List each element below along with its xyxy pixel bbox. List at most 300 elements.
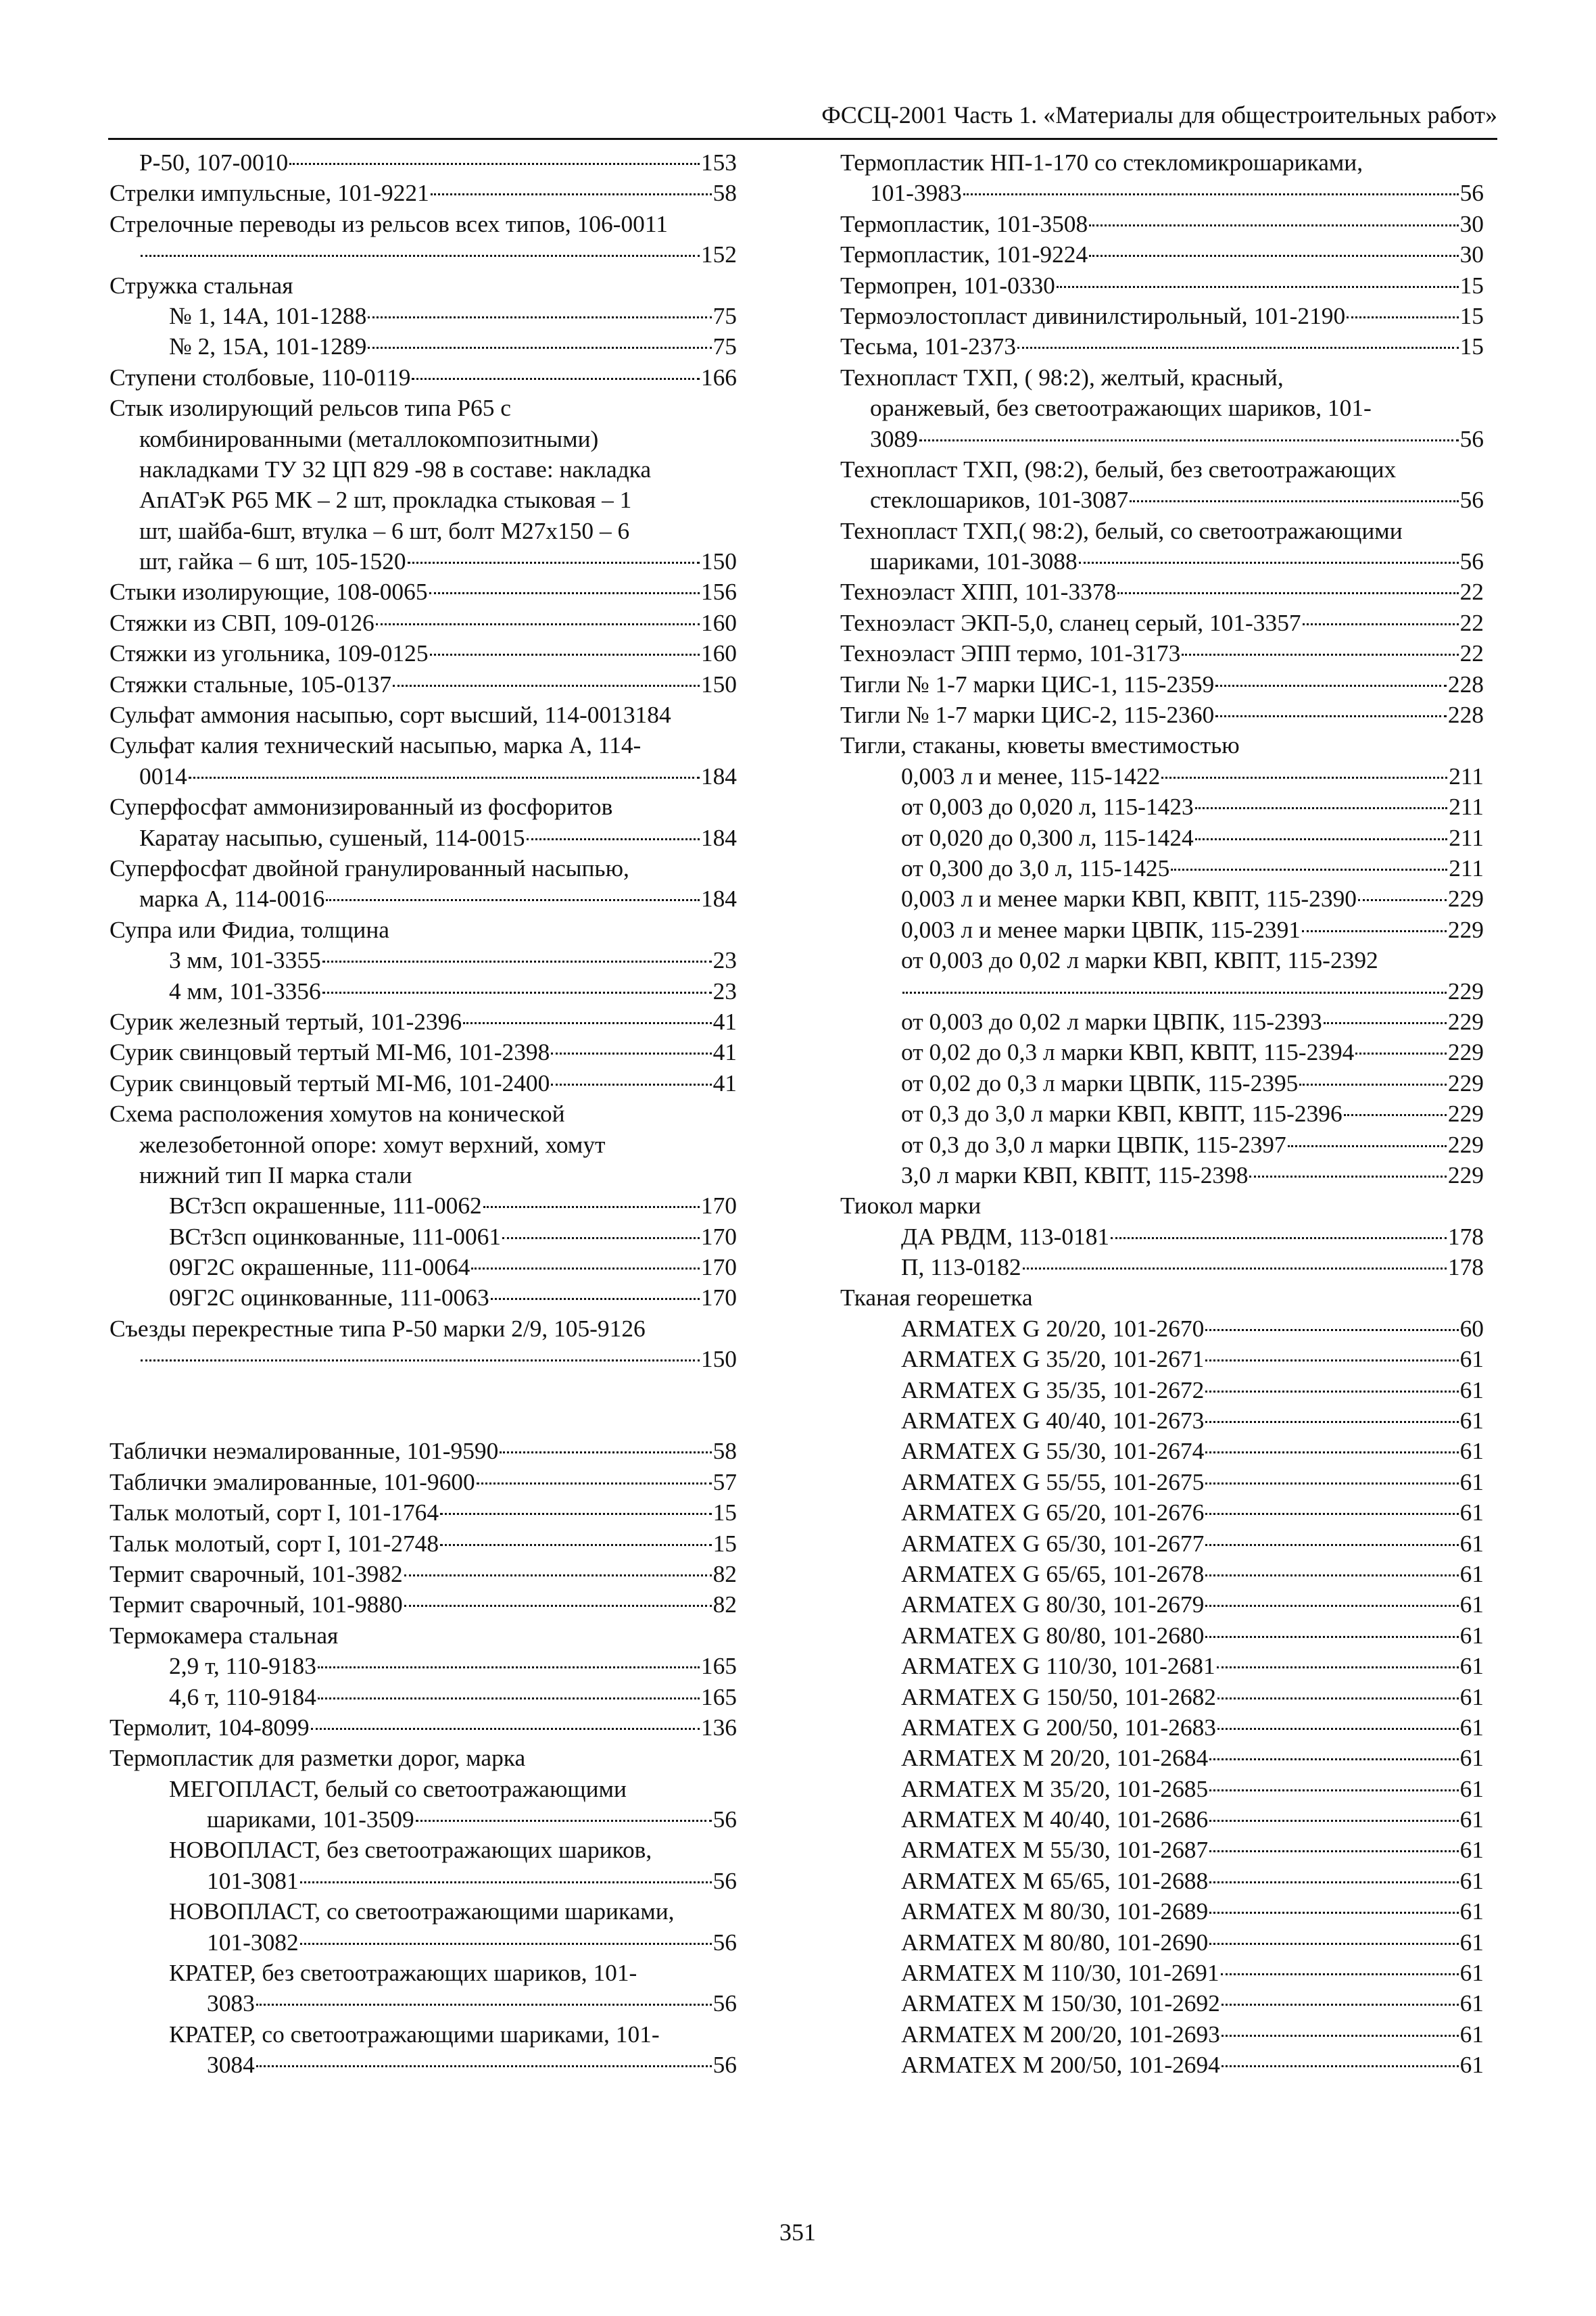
entry-text: НОВОПЛАСТ, без светоотражающих шариков,	[169, 1836, 652, 1864]
entry-text: от 0,300 до 3,0 л, 115-1425	[901, 854, 1170, 882]
entry-text: ARMATEX G 150/50, 101-2682	[901, 1683, 1216, 1710]
entry-page-ref: 61	[1459, 1591, 1484, 1618]
index-entry	[110, 1589, 737, 1620]
entry-page-ref: 61	[1459, 1621, 1484, 1649]
entry-text: НОВОПЛАСТ, со светоотражающими шариками,	[169, 1898, 675, 1925]
index-entry	[840, 1682, 1484, 1712]
index-entry	[110, 1436, 737, 1466]
entry-page-ref: 22	[1459, 640, 1484, 667]
entry-page-ref: 41	[712, 1069, 737, 1096]
index-entry	[110, 1988, 737, 2019]
index-entry	[110, 669, 737, 700]
dot-leader	[326, 899, 700, 901]
dot-leader	[141, 255, 700, 257]
entry-page-ref: 150	[700, 670, 737, 698]
dot-leader	[300, 1881, 712, 1883]
entry-text: Термопластик для разметки дорог, марка	[110, 1744, 526, 1772]
dot-leader	[1023, 1268, 1447, 1270]
index-entry	[840, 1712, 1484, 1743]
dot-leader	[502, 1237, 700, 1239]
dot-leader	[1195, 807, 1447, 809]
entry-text: 09Г2С оцинкованные, 111-0063	[169, 1284, 489, 1311]
index-entry	[840, 1835, 1484, 1865]
index-entry	[840, 608, 1484, 638]
dot-leader	[1222, 2035, 1459, 2037]
dot-leader	[412, 378, 699, 380]
index-entry	[840, 1958, 1484, 1988]
dot-leader	[431, 193, 712, 195]
entry-page-ref: 15	[1459, 301, 1484, 329]
index-entry	[840, 976, 1484, 1007]
index-entry	[110, 1282, 737, 1313]
index-entry	[840, 792, 1484, 822]
dot-leader	[551, 1084, 711, 1086]
index-entry	[840, 1927, 1484, 1958]
dot-leader	[1209, 1943, 1458, 1945]
index-entry	[840, 1130, 1484, 1160]
entry-page-ref: 165	[700, 1652, 737, 1680]
entry-page-ref: 58	[712, 179, 737, 207]
index-entry	[110, 270, 737, 301]
entry-text: ARMATEX G 20/20, 101-2670	[901, 1314, 1205, 1342]
entry-text: ВСт3сп окрашенные, 111-0062	[169, 1192, 482, 1220]
entry-text: марка А, 114-0016	[139, 885, 325, 913]
entry-page-ref: 136	[700, 1713, 737, 1741]
entry-text: МЕГОПЛАСТ, белый со светоотражающими	[169, 1775, 627, 1802]
entry-page-ref: 56	[712, 2051, 737, 2079]
entry-page-ref: 61	[1459, 1683, 1484, 1710]
entry-text: ДА РВДМ, 113-0181	[901, 1222, 1110, 1250]
index-entry	[840, 1099, 1484, 1129]
entry-page-ref: 229	[1447, 1161, 1484, 1188]
dot-leader	[1209, 1850, 1458, 1852]
dot-leader	[1217, 1728, 1459, 1730]
index-entry	[840, 700, 1484, 730]
entry-text: Термит сварочный, 101-9880	[110, 1591, 403, 1618]
index-entry	[110, 1958, 737, 1988]
index-entry	[840, 638, 1484, 669]
entry-page-ref: 229	[1447, 1130, 1484, 1158]
entry-page-ref: 229	[1447, 885, 1484, 913]
dot-leader	[1347, 316, 1458, 318]
index-entry	[110, 608, 737, 638]
index-entry	[840, 147, 1484, 178]
entry-text: Сульфат калия технический насыпью, марка А, 114-	[110, 731, 642, 759]
entry-text: ARMATEX G 35/20, 101-2671	[901, 1345, 1205, 1373]
dot-leader	[1209, 1789, 1458, 1791]
dot-leader	[463, 1022, 712, 1024]
entry-page-ref: 75	[712, 333, 737, 360]
dot-leader	[368, 347, 711, 349]
dot-leader	[1215, 715, 1447, 717]
index-entry	[110, 1222, 737, 1252]
index-entry	[840, 546, 1484, 577]
entry-text: от 0,3 до 3,0 л марки ЦВПК, 115-2397	[901, 1130, 1286, 1158]
dot-leader	[1303, 623, 1459, 625]
entry-text: Сурик свинцовый тертый МІ-М6, 101-2400	[110, 1069, 550, 1096]
index-entry	[110, 1313, 737, 1344]
entry-page-ref: 184	[700, 762, 737, 790]
entry-text: 3083	[207, 1989, 255, 2017]
entry-text: от 0,3 до 3,0 л марки КВП, КВПТ, 115-2396	[901, 1100, 1343, 1128]
index-entry	[840, 1037, 1484, 1067]
dot-leader	[189, 777, 700, 779]
index-entry	[840, 1313, 1484, 1344]
entry-page-ref: 56	[1459, 179, 1484, 207]
entry-page-ref: 56	[712, 1806, 737, 1833]
entry-page-ref: 61	[1459, 1836, 1484, 1864]
entry-text: Термоэлостопласт дивинилстирольный, 101-2190	[840, 301, 1346, 329]
entry-text: ARMATEX G 55/55, 101-2675	[901, 1468, 1205, 1495]
entry-text: Р-50, 107-0010	[139, 149, 289, 176]
entry-text: 4,6 т, 110-9184	[169, 1683, 316, 1710]
index-entry	[840, 1190, 1484, 1221]
entry-page-ref: 56	[1459, 486, 1484, 514]
dot-leader	[1089, 224, 1458, 226]
entry-text: № 2, 15А, 101-1289	[169, 333, 367, 360]
dot-leader	[902, 992, 1447, 994]
entry-text: 09Г2С окрашенные, 111-0064	[169, 1253, 470, 1281]
entry-page-ref: 178	[1447, 1253, 1484, 1281]
index-entry	[110, 1252, 737, 1282]
index-entry	[840, 1222, 1484, 1252]
index-entry	[840, 669, 1484, 700]
entry-page-ref: 56	[712, 1866, 737, 1894]
index-entry	[110, 393, 737, 423]
dot-leader	[141, 1359, 700, 1361]
entry-page-ref: 58	[712, 1437, 737, 1465]
entry-text: Стрелки импульсные, 101-9221	[110, 179, 429, 207]
entry-text: № 1, 14А, 101-1288	[169, 301, 367, 329]
entry-text: шт, гайка – 6 шт, 105-1520	[139, 548, 406, 575]
entry-text: Таблички эмалированные, 101-9600	[110, 1468, 475, 1495]
dot-leader	[1324, 1022, 1447, 1024]
entry-text: шариками, 101-3509	[207, 1806, 414, 1833]
entry-page-ref: 152	[700, 241, 737, 268]
entry-page-ref: 150	[700, 1345, 737, 1373]
index-entry	[110, 1344, 737, 1374]
dot-leader	[440, 1544, 712, 1546]
index-entry	[840, 1804, 1484, 1835]
dot-leader	[500, 1451, 711, 1453]
dot-leader	[1209, 1912, 1458, 1914]
dot-leader	[1205, 1574, 1458, 1576]
entry-text: 3 мм, 101-3355	[169, 946, 321, 974]
entry-page-ref: 61	[1459, 1499, 1484, 1526]
index-entry	[110, 761, 737, 792]
index-entry	[110, 1682, 737, 1712]
entry-page-ref: 61	[1459, 1468, 1484, 1495]
index-entry	[110, 1497, 737, 1528]
index-entry	[840, 1896, 1484, 1927]
dot-leader	[318, 1697, 700, 1699]
entry-page-ref: 82	[712, 1560, 737, 1587]
entry-text: 101-3983	[870, 179, 962, 207]
entry-text: ARMATEX G 65/20, 101-2676	[901, 1499, 1205, 1526]
entry-page-ref: 56	[712, 1989, 737, 2017]
entry-text: Тигли № 1-7 марки ЦИС-2, 115-2360	[840, 701, 1215, 729]
dot-leader	[963, 193, 1459, 195]
entry-page-ref: 61	[1459, 1529, 1484, 1557]
entry-page-ref: 61	[1459, 1898, 1484, 1925]
index-entry	[110, 945, 737, 975]
index-entry	[110, 516, 737, 546]
entry-text: ARMATEX G 200/50, 101-2683	[901, 1713, 1216, 1741]
entry-text: от 0,02 до 0,3 л марки КВП, КВПТ, 115-2394	[901, 1038, 1355, 1066]
dot-leader	[1209, 1881, 1458, 1883]
entry-page-ref: 15	[1459, 333, 1484, 360]
entry-text: Стяжки из СВП, 109-0126	[110, 608, 374, 636]
entry-text: Технопласт ТХП, ( 98:2), желтый, красный,	[840, 363, 1284, 391]
index-entry	[840, 1743, 1484, 1773]
entry-text: ARMATEX M 35/20, 101-2685	[901, 1775, 1209, 1802]
index-entry	[840, 1344, 1484, 1374]
entry-text: Техноэласт ЭПП термо, 101-3173	[840, 640, 1181, 667]
entry-page-ref: 23	[712, 946, 737, 974]
entry-text: 101-3082	[207, 1928, 299, 1956]
dot-leader	[368, 316, 711, 318]
entry-page-ref: 57	[712, 1468, 737, 1495]
index-entry	[110, 853, 737, 884]
index-entry	[110, 2050, 737, 2080]
dot-leader	[289, 163, 700, 165]
index-entry	[110, 884, 737, 914]
entry-page-ref: 229	[1447, 977, 1484, 1005]
index-entry	[840, 1651, 1484, 1681]
entry-text: Стружка стальная	[110, 271, 293, 299]
entry-page-ref: 165	[700, 1683, 737, 1710]
index-entry	[840, 270, 1484, 301]
entry-page-ref: 153	[700, 149, 737, 176]
entry-text: Тигли № 1-7 марки ЦИС-1, 115-2359	[840, 670, 1215, 698]
dot-leader	[1057, 286, 1459, 288]
entry-page-ref: 156	[700, 578, 737, 606]
index-entry	[840, 1007, 1484, 1037]
entry-text: железобетонной опоре: хомут верхний, хомут	[139, 1130, 606, 1158]
index-entry	[110, 1804, 737, 1835]
dot-leader	[1222, 2004, 1459, 2006]
index-entry	[840, 884, 1484, 914]
index-entry	[110, 239, 737, 270]
dot-leader	[404, 1574, 712, 1576]
index-entry	[840, 577, 1484, 607]
entry-page-ref: 170	[700, 1222, 737, 1250]
index-entry	[840, 1559, 1484, 1589]
index-entry	[110, 1375, 737, 1405]
entry-text: Тальк молотый, сорт I, 101-2748	[110, 1529, 439, 1557]
entry-text: от 0,003 до 0,02 л марки КВП, КВПТ, 115-2392	[901, 946, 1378, 974]
entry-text: ARMATEX G 110/30, 101-2681	[901, 1652, 1215, 1680]
index-entry	[840, 239, 1484, 270]
index-entry	[110, 577, 737, 607]
index-entry	[110, 362, 737, 393]
entry-text: Тканая георешетка	[840, 1284, 1033, 1311]
dot-leader	[393, 685, 700, 687]
dot-leader	[1205, 1391, 1458, 1393]
entry-text: 3084	[207, 2051, 255, 2079]
entry-page-ref: 61	[1459, 1652, 1484, 1680]
entry-text: ARMATEX G 65/30, 101-2677	[901, 1529, 1205, 1557]
dot-leader	[416, 1820, 712, 1822]
entry-text: ARMATEX M 20/20, 101-2684	[901, 1744, 1209, 1772]
entry-text: П, 113-0182	[901, 1253, 1021, 1281]
entry-page-ref: 22	[1459, 608, 1484, 636]
entry-text: шариками, 101-3088	[870, 548, 1078, 575]
dot-leader	[256, 2065, 712, 2067]
dot-leader	[1205, 1482, 1458, 1485]
dot-leader	[1205, 1636, 1458, 1638]
entry-page-ref: 61	[1459, 1806, 1484, 1833]
dot-leader	[322, 992, 712, 994]
index-entry	[110, 424, 737, 454]
index-entry	[110, 1099, 737, 1129]
dot-leader	[477, 1482, 712, 1485]
entry-text: 3089	[870, 425, 918, 452]
entry-page-ref: 61	[1459, 1866, 1484, 1894]
entry-text: КРАТЕР, без светоотражающих шариков, 101-	[169, 1959, 637, 1987]
entry-page-ref: 15	[712, 1499, 737, 1526]
dot-leader	[322, 961, 712, 963]
index-entry	[110, 1190, 737, 1221]
index-entry	[840, 301, 1484, 331]
entry-page-ref: 61	[1459, 1376, 1484, 1403]
dot-leader	[1079, 562, 1459, 564]
entry-text: КРАТЕР, со светоотражающими шариками, 101-	[169, 2020, 660, 2048]
index-entry	[840, 516, 1484, 546]
dot-leader	[1161, 777, 1447, 779]
dot-leader	[429, 592, 700, 594]
index-entry	[840, 1068, 1484, 1099]
dot-leader	[551, 1053, 711, 1055]
entry-text: ARMATEX M 40/40, 101-2686	[901, 1806, 1209, 1833]
dot-leader	[1222, 2065, 1459, 2067]
index-entry	[110, 1620, 737, 1651]
entry-text: ARMATEX M 80/30, 101-2689	[901, 1898, 1209, 1925]
entry-page-ref: 23	[712, 977, 737, 1005]
index-entry	[840, 1405, 1484, 1436]
entry-text: ARMATEX G 65/65, 101-2678	[901, 1560, 1205, 1587]
index-entry	[840, 485, 1484, 515]
entry-page-ref: 61	[1459, 1407, 1484, 1434]
entry-text: 0,003 л и менее марки ЦВПК, 115-2391	[901, 915, 1301, 943]
entry-text: 101-3081	[207, 1866, 299, 1894]
entry-page-ref: 75	[712, 301, 737, 329]
index-entry	[110, 1130, 737, 1160]
index-entry	[840, 454, 1484, 485]
entry-text: ARMATEX G 80/80, 101-2680	[901, 1621, 1205, 1649]
entry-page-ref: 61	[1459, 1775, 1484, 1802]
entry-page-ref: 229	[1447, 1069, 1484, 1096]
index-entry	[110, 454, 737, 485]
index-entry	[110, 1559, 737, 1589]
entry-page-ref: 15	[712, 1529, 737, 1557]
dot-leader	[408, 562, 700, 564]
dot-leader	[483, 1206, 700, 1208]
index-entry	[840, 178, 1484, 208]
dot-leader	[1205, 1329, 1458, 1331]
entry-page-ref: 150	[700, 548, 737, 575]
index-entry	[840, 1282, 1484, 1313]
dot-leader	[430, 654, 700, 656]
entry-page-ref: 160	[700, 640, 737, 667]
entry-text: 3,0 л марки КВП, КВПТ, 115-2398	[901, 1161, 1249, 1188]
entry-page-ref: 211	[1449, 762, 1484, 790]
entry-text: Тальк молотый, сорт I, 101-1764	[110, 1499, 439, 1526]
dot-leader	[1355, 1053, 1447, 1055]
entry-text: Сурик железный тертый, 101-2396	[110, 1007, 462, 1035]
entry-text: Съезды перекрестные типа Р-50 марки 2/9, 105-9126	[110, 1314, 646, 1342]
dot-leader	[1117, 592, 1458, 594]
entry-text: Технопласт ТХП, (98:2), белый, без светоотражающих	[840, 455, 1397, 483]
index-entry	[110, 1835, 737, 1865]
entry-text: Сульфат аммония насыпью, сорт высший, 114-0013184	[110, 701, 671, 729]
entry-text: АпАТэК Р65 МК – 2 шт, прокладка стыковая – 1	[139, 486, 632, 514]
index-entry	[840, 1620, 1484, 1651]
entry-page-ref: 170	[700, 1253, 737, 1281]
dot-leader	[1358, 899, 1447, 901]
entry-text: от 0,003 до 0,020 л, 115-1423	[901, 793, 1194, 821]
entry-text: Тиокол марки	[840, 1192, 982, 1220]
dot-leader	[1217, 1666, 1459, 1668]
entry-text: ARMATEX G 80/30, 101-2679	[901, 1591, 1205, 1618]
entry-text: ARMATEX M 150/30, 101-2692	[901, 1989, 1220, 2017]
dot-leader	[1217, 1697, 1459, 1699]
dot-leader	[318, 1666, 700, 1668]
dot-leader	[256, 2004, 712, 2006]
dot-leader	[1302, 930, 1447, 932]
index-entry	[840, 424, 1484, 454]
dot-leader	[440, 1513, 712, 1515]
entry-page-ref: 211	[1449, 823, 1484, 851]
entry-text: комбинированными (металлокомпозитными)	[139, 425, 599, 452]
index-entry	[840, 730, 1484, 761]
entry-page-ref: 15	[1459, 271, 1484, 299]
dot-leader	[471, 1268, 700, 1270]
dot-leader	[1205, 1451, 1458, 1453]
index-entry	[110, 1467, 737, 1497]
entry-page-ref: 61	[1459, 2051, 1484, 2079]
entry-page-ref: 30	[1459, 210, 1484, 237]
index-entry	[110, 147, 737, 178]
index-entry	[840, 945, 1484, 975]
entry-text: от 0,02 до 0,3 л марки ЦВПК, 115-2395	[901, 1069, 1299, 1096]
entry-page-ref: 61	[1459, 1437, 1484, 1465]
dot-leader	[1205, 1605, 1458, 1607]
index-entry	[110, 331, 737, 362]
entry-text: от 0,003 до 0,02 л марки ЦВПК, 115-2393	[901, 1007, 1322, 1035]
entry-text: ARMATEX M 110/30, 101-2691	[901, 1959, 1219, 1987]
entry-text: Техноэласт ЭКП-5,0, сланец серый, 101-3357	[840, 608, 1301, 636]
entry-page-ref: 211	[1449, 793, 1484, 821]
entry-page-ref: 61	[1459, 2020, 1484, 2048]
entry-text: Техноэласт ХПП, 101-3378	[840, 578, 1117, 606]
header-rule	[108, 138, 1497, 140]
page-number: 351	[779, 2219, 816, 2246]
dot-leader	[1205, 1359, 1458, 1361]
entry-text: Стык изолирующий рельсов типа Р65 с	[110, 394, 512, 422]
entry-page-ref: 61	[1459, 1989, 1484, 2017]
dot-leader	[1205, 1513, 1458, 1515]
page-header-title: ФССЦ-2001 Часть 1. «Материалы для общестроительных работ»	[821, 101, 1497, 128]
entry-page-ref: 228	[1447, 701, 1484, 729]
dot-leader	[1171, 869, 1447, 871]
index-entry	[110, 1007, 737, 1037]
entry-page-ref: 61	[1459, 1959, 1484, 1987]
dot-leader	[1221, 1973, 1459, 1975]
index-entry	[840, 915, 1484, 945]
index-entry	[110, 178, 737, 208]
index-column-right	[840, 147, 1484, 2081]
